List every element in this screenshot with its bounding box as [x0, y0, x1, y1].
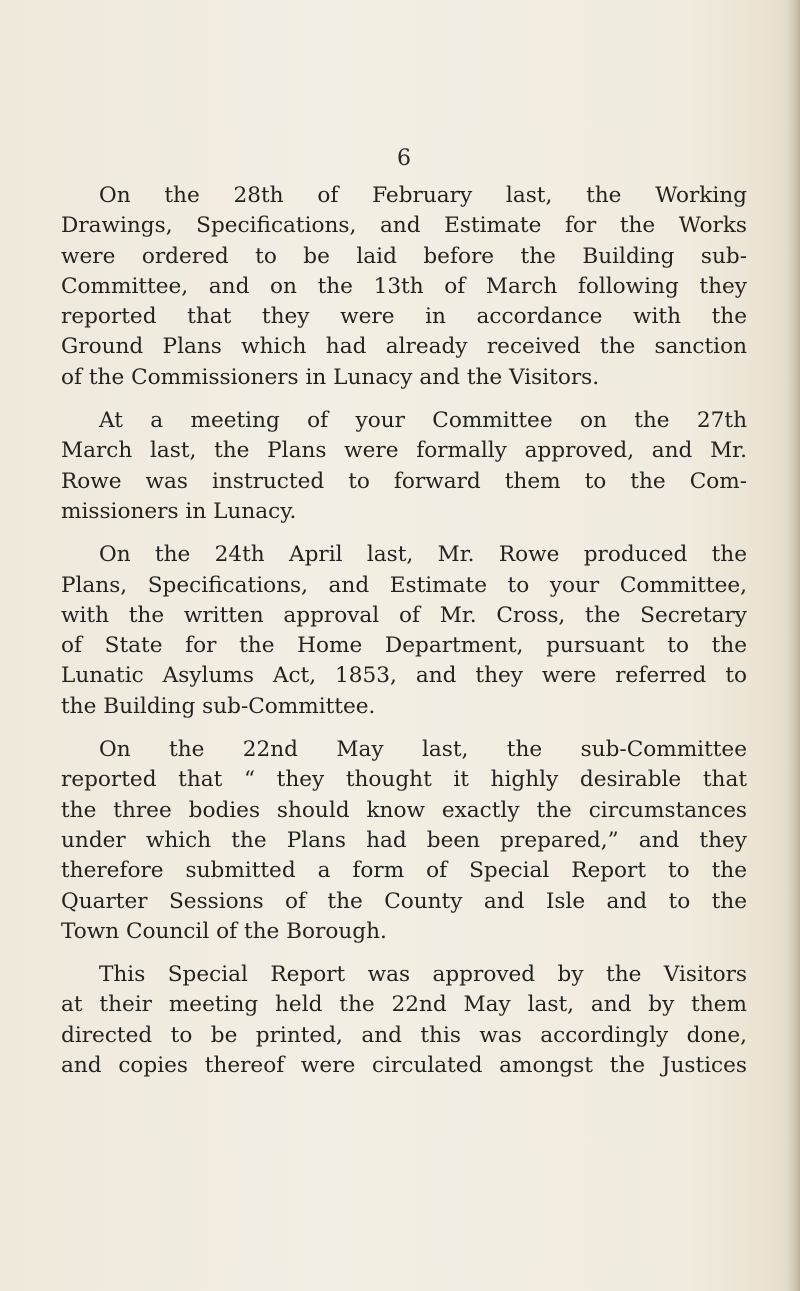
text-line: Plans, Specifications, and Estimate to your Committee, [61, 572, 747, 598]
paragraph-committee-meeting [61, 406, 747, 527]
text-line: therefore submitted a form of Special Report to the [61, 858, 747, 884]
text-line: Lunatic Asylums Act, 1853, and they were referred to [61, 663, 747, 689]
text-line: with the written approval of Mr. Cross, the Secretary [61, 602, 747, 628]
text-line: missioners in Lunacy. [61, 498, 297, 524]
text-line: the Building sub-Committee. [61, 693, 376, 719]
text-line: of State for the Home Department, pursuant to the [61, 633, 747, 659]
text-line: and copies thereof were circulated amongst the Justices [61, 1053, 747, 1079]
page-edge-shadow [786, 0, 800, 1291]
text-line: Rowe was instructed to forward them to the Com- [61, 468, 747, 494]
text-line: the three bodies should know exactly the circumstances [61, 797, 747, 823]
text-line: March last, the Plans were formally approved, and Mr. [61, 438, 747, 464]
text-line: directed to be printed, and this was accordingly done, [61, 1022, 747, 1048]
text-line: On the 22nd May last, the sub-Committee [99, 737, 747, 763]
text-line: Drawings, Specifications, and Estimate for the Works [61, 213, 747, 239]
text-line: On the 28th of February last, the Working [99, 183, 747, 208]
text-line: Committee, and on the 13th of March following they [61, 273, 747, 299]
text-line: under which the Plans had been prepared,” and they [61, 827, 747, 853]
text-line: at their meeting held the 22nd May last, and by them [61, 992, 747, 1018]
text-line: of the Commissioners in Lunacy and the Visitors. [61, 364, 600, 390]
text-line: On the 24th April last, Mr. Rowe produced the [99, 542, 747, 568]
text-line: At a meeting of your Committee on the 27th [99, 408, 747, 434]
paragraph-working-drawings [61, 181, 747, 393]
text-line: Town Council of the Borough. [61, 918, 387, 944]
text-line: reported that “ they thought it highly desirable that [61, 767, 747, 793]
text-line: Quarter Sessions of the County and Isle and to the [61, 888, 747, 914]
text-line: This Special Report was approved by the Visitors [99, 962, 747, 988]
paragraph-april-plans [61, 540, 747, 722]
text-line: Ground Plans which had already received the sanction [61, 334, 747, 360]
page-number: 6 [397, 146, 411, 171]
text-line: were ordered to be laid before the Building sub- [61, 243, 747, 269]
paragraph-sub-committee-report [61, 735, 747, 947]
body-text [61, 181, 747, 1094]
text-line: reported that they were in accordance with the [61, 304, 747, 330]
paragraph-special-report [61, 960, 747, 1081]
